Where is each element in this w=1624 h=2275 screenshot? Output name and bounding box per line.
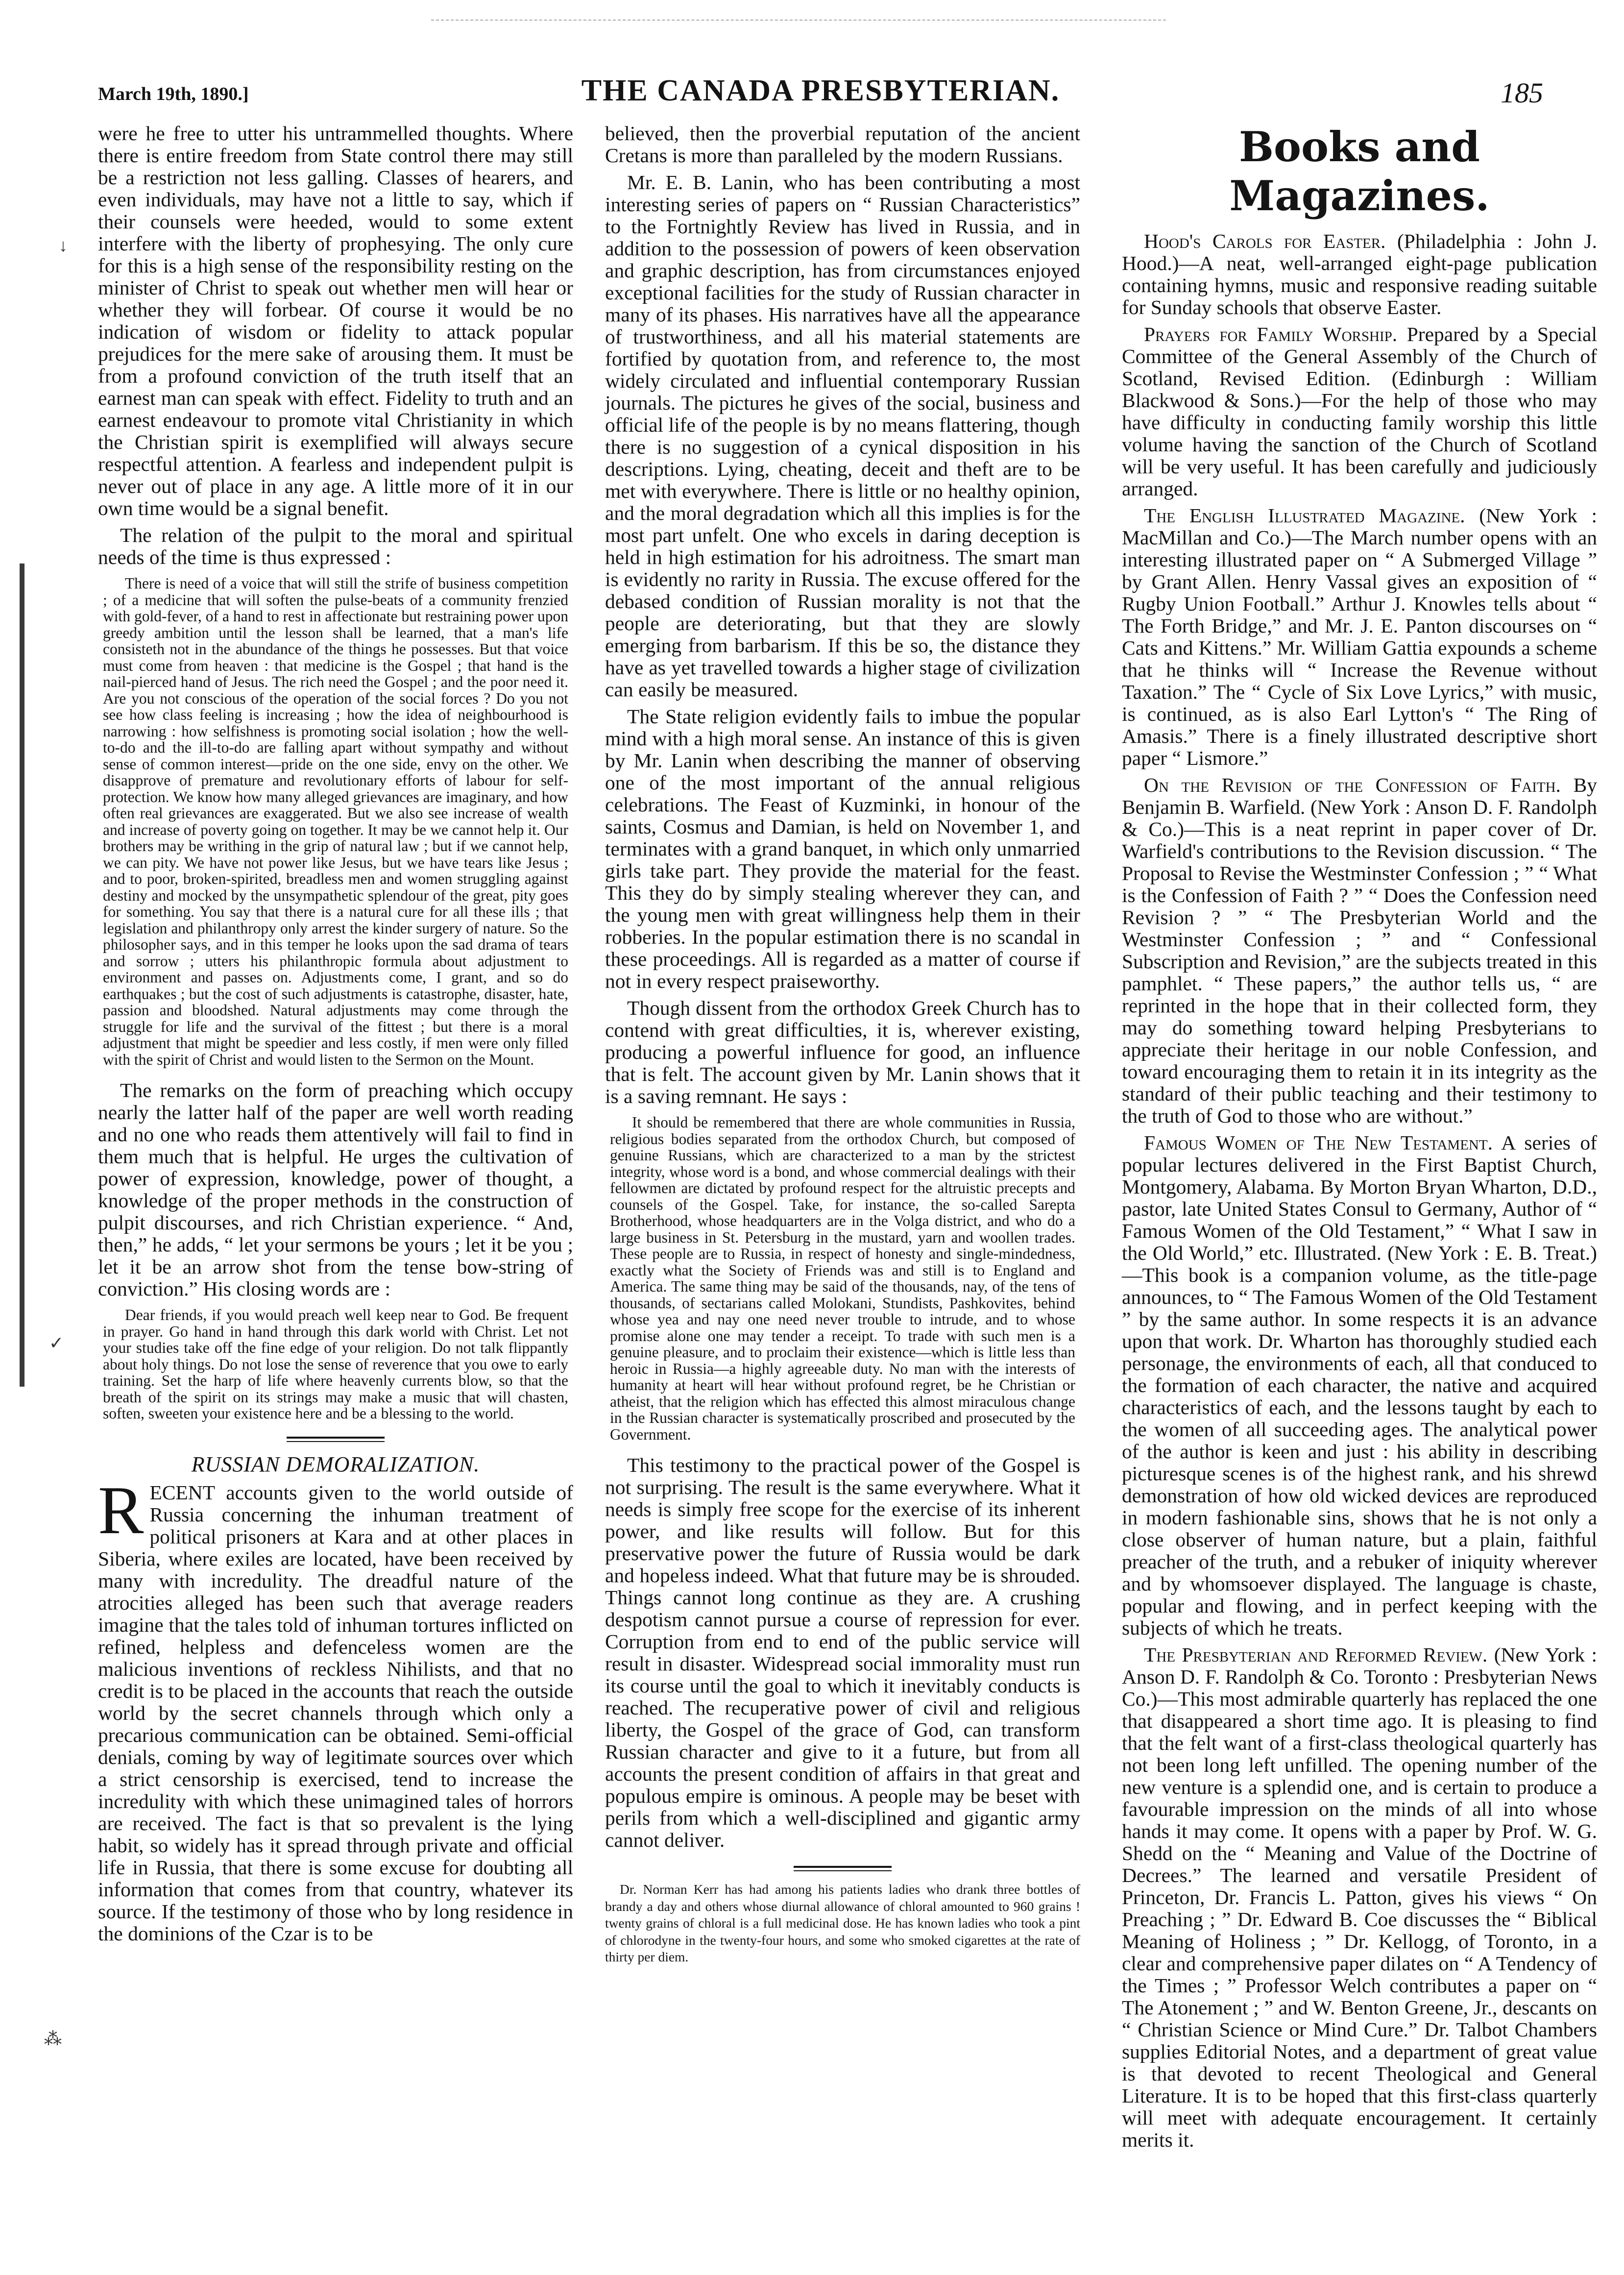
review-text: A series of popular lectures delivered in the First Baptist Church, Montgomery, Alabama. By Morton Bryan Wharton, D.D., pastor, late United States Consul to Germany, Author of “ Famous Women of the Old Testament,” “ What I saw in the Old World,” etc. Illustrated. (New York : E. B. Treat.)—This book is a companion volume, as the title-page announces, to “ The Famous Women of the Old Testament ” by the same author. In some respects it is an advance upon that work. Dr. Wharton has thoroughly studied each personage, the environments of each, all that conduced to the formation of each character, the native and acquired characteristics of each, and the lessons taught by each to the women of all succeeding ages. The analytical power of the author is keen and just : his ability in describing picturesque scenes is of the highest rank, and his shrewd demonstration of how old wicked devices are reproduced in modern fashionable sins, shows that he is not only a close observer of human nature, but a plain, faithful preacher of the truth, and a rebuker of iniquity wherever and by whomsoever displayed. The language is chaste, popular and flowing, and in perfect keeping with the subjects of which he treats. [1122, 1131, 1597, 1639]
review-item [1122, 1644, 1597, 2151]
paragraph-with-dropcap [98, 1472, 573, 1945]
paragraph: were he free to utter his untrammelled thoughts. Where there is entire freedom from State control there may still be a restriction not less galling. Classes of hearers, and even individuals, may have not a little to say, which if their counsels were heeded, would to some extent interfere with the liberty of prophesying. The only cure for this is a high sense of the responsibility resting on the minister of Christ to speak out whether men will hear or whether they will forbear. Of course it would be no indication of wisdom or fidelity to attack popular prejudices for the mere sake of arousing them. It must be from a profound conviction of the truth itself that an earnest man can speak with effect. Fidelity to truth and an earnest endeavour to promote vital Christianity in which the Christian spirit is exemplified will always secure respectful attention. A fearless and independent pulpit is never out of place in any age. A little more of it in our own time would be a signal benefit. [98, 122, 573, 519]
column-middle [605, 122, 1080, 1966]
review-text: (Philadelphia : John J. Hood.)—A neat, well-arranged eight-page publication containing hymns, music and responsive reading suitable for Sunday schools that observe Easter. [1122, 230, 1598, 318]
top-edge-rule [431, 20, 1166, 21]
issue-date: March 19th, 1890.] [98, 84, 249, 104]
paragraph-text: ECENT accounts given to the world outside of Russia concerning the inhuman treatment of political prisoners at Kara and at other places in Siberia, where exiles are located, have been received by many with incredulity. The dreadful nature of the atrocities alleged has been such that average readers imagine that the tales told of inhuman tortures inflicted on refined, helpless and defenceless women are the malicious inventions of reckless Nihilists, and that no credit is to be placed in the accounts that reach the outside world by the secret channels through which only a precarious communication can be obtained. Semi-official denials, coming by way of legitimate sources over which a strict censorship is exercised, tend to increase the incredulity with which these unimagined tales of horrors are received. The fact is that so prevalent is the lying habit, so widely has it spread through private and official life in Russia, that there is some excuse for doubting all information that comes from that country, whatever its source. If the testimony of those who by long residence in the dominions of the Czar is to be [98, 1481, 573, 1945]
paragraph: Though dissent from the orthodox Greek Church has to contend with great difficulties, it is, wherever existing, producing a powerful influence for good, an influence that is felt. The account given by Mr. Lanin shows that it is a saving remnant. He says : [605, 997, 1080, 1107]
review-title: On the Revision of the Confession of Faith. [1144, 774, 1561, 796]
review-item [1122, 323, 1597, 500]
page-header [98, 73, 1543, 118]
paragraph: This testimony to the practical power of the Gospel is not surprising. The result is the same everywhere. What it needs is simply free scope for the exercise of its inherent power, and like results will follow. But for this preservative power the future of Russia would be dark and hopeless indeed. What that future may be is shrouded. Things cannot long continue as they are. A crushing despotism cannot pursue a course of repression for ever. Corruption from end to end of the public service will result in disaster. Widespread social immorality must run its course until the goal to which it inevitably conducts is reached. The recuperative power of civil and religious liberty, the Gospel of the grace of God, can transform Russian character and give to it a future, but from all accounts the present condition of affairs in that great and populous empire is ominous. A people may be beset with perils from which a well-disciplined and gigantic army cannot deliver. [605, 1454, 1080, 1851]
block-quote: It should be remembered that there are whole communities in Russia, religious bodies separated from the orthodox Church, but composed of genuine Russians, which are characterized to a man by the strictest integrity, whose word is a bond, and whose commercial dealings with their fellowmen are dictated by profound respect for the altruistic precepts and counsels of the Gospel. Take, for instance, the so-called Sarepta Brotherhood, whose headquarters are in the Volga district, and who do a large business in St. Petersburg in the mustard, yarn and woollen trades. These people are to Russia, in respect of honesty and single-mindedness, exactly what the Society of Friends was and still is to England and America. The same thing may be said of the thousands, nay, of the tens of thousands, of sectarians called Molokani, Stundists, Pashkovites, behind whose yea and nay one need never trouble to intrude, and to whose promise alone one may tender a receipt. To trade with such men is a genuine pleasure, and to proclaim their existence—which is little less than heroic in Russia—a highly agreeable duty. No man with the interests of humanity at heart will hear without profound regret, be he Christian or atheist, that the religion which has effected this almost miraculous change in the Russian character is systematically proscribed and prosecuted by the Government. [610, 1114, 1075, 1443]
review-text: (New York : MacMillan and Co.)—The March number opens with an interesting illustrated paper on “ A Submerged Village ” by Grant Allen. Henry Vassal gives an exposition of “ Rugby Union Football.” Arthur J. Knowles tells about “ The Forth Bridge,” and Mr. J. E. Panton discourses on “ Cats and Kittens.” Mr. William Gattia expounds a scheme that he thinks will “ Increase the Revenue without Taxation.” The “ Cycle of Six Love Lyrics,” with music, is continued, as is also Earl Lytton's “ The Ring of Amasis.” There is a finely illustrated descriptive short paper “ Lismore.” [1122, 504, 1598, 769]
review-item [1122, 774, 1597, 1127]
review-text: Prepared by a Special Committee of the General Assembly of the Church of Scotland, Revised Edition. (Edinburgh : William Blackwood & Sons.)—For the help of those who may have difficulty in conducting family worship this little volume having the sanction of the Church of Scotland will be very useful. It has been carefully and judiciously arranged. [1122, 323, 1597, 500]
review-item [1122, 505, 1597, 769]
paragraph: The relation of the pulpit to the moral and spiritual needs of the time is thus expressed : [98, 524, 573, 568]
review-text: By Benjamin B. Warfield. (New York : Anson D. F. Randolph & Co.)—This is a neat reprint in paper cover of Dr. Warfield's contributions to the Revision discussion. “ The Proposal to Revise the Westminster Confession ; ” “ What is the Confession of Faith ? ” “ Does the Confession need Revision ? ” “ The Presbyterian World and the Westminster Confession ; ” and “ Confessional Subscription and Revision,” are the subjects treated in this pamphlet. “ These papers,” the author tells us, “ are reprinted in the hope that in their collected form, they may do something toward helping Presbyterians to appreciate their heritage in our noble Confession, and toward encouraging them to retain it in its integrity as the standard of their public teaching and their testimony to the truth of God to those who are without.” [1122, 774, 1598, 1127]
paragraph: The remarks on the form of preaching which occupy nearly the latter half of the paper are well worth reading and no one who reads them attentively will fail to find in them much that is helpful. He urges the cultivation of power of expression, knowledge, power of thought, a knowledge of the proper methods in the construction of pulpit discourses, and rich Christian experience. “ And, then,” he adds, “ let your sermons be yours ; let it be you ; let it be an arrow shot from the tense bow-string of conviction.” His closing words are : [98, 1079, 573, 1300]
review-item [1122, 1132, 1597, 1639]
review-title: Hood's Carols for Easter. [1144, 230, 1386, 252]
margin-mark: ↓ [59, 236, 68, 255]
paragraph: The State religion evidently fails to imbue the popular mind with a high moral sense. An instance of this is given by Mr. Lanin when describing the manner of observing one of the most important of the annual religious celebrations. The Feast of Kuzminki, in honour of the saints, Cosmus and Damian, is held on November 1, and terminates with a grand banquet, in which only unmarried girls take part. They provide the material for the feast. This they do by simply stealing wherever they can, and the young men with great willingness help them in their robberies. In the popular estimation there is no scandal in these proceedings. All is regarded as a matter of course if not in every respect praiseworthy. [605, 705, 1080, 992]
section-divider [794, 1866, 892, 1871]
review-text: (New York : Anson D. F. Randolph & Co. Toronto : Presbyterian News Co.)—This most admirable quarterly has replaced the one that disappeared a short time ago. It is pleasing to find that the felt want of a first-class theological quarterly has not been long left unfilled. The opening number of the new venture is a splendid one, and is certain to produce a favourable impression on the minds of all into whose hands it may come. It opens with a paper by Prof. W. G. Shedd on the “ Meaning and Value of the Doctrine of Decrees.” The learned and versatile President of Princeton, Dr. Francis L. Patton, gives his views “ On Preaching ; ” Dr. Edward B. Coe discusses the “ Biblical Meaning of Holiness ; ” Dr. Kellogg, of Toronto, in a clear and comprehensive paper dilates on “ A Tendency of the Times ; ” Professor Welch contributes a paper on “ The Atonement ; ” and W. Benton Greene, Jr., descants on “ Christian Science or Mind Cure.” Dr. Talbot Chambers supplies Editorial Notes, and a department of great value is that devoted to recent Theological and General Literature. It is to be hoped that this first-class quarterly will meet with adequate encouragement. It certainly merits it. [1122, 1643, 1597, 2151]
review-title: Prayers for Family Worship. [1144, 323, 1398, 345]
margin-marker-bar [20, 563, 24, 1387]
section-divider [287, 1437, 385, 1442]
section-heading: Books and Magazines. [1229, 122, 1490, 220]
paragraph: believed, then the proverbial reputation of the ancient Cretans is more than paralleled by the modern Russians. [605, 122, 1080, 167]
review-title: Famous Women of The New Testament. [1144, 1131, 1493, 1154]
article-title: RUSSIAN DEMORALIZATION. [191, 1452, 480, 1476]
review-title: The English Illustrated Magazine. [1144, 504, 1465, 527]
review-item [1122, 230, 1597, 318]
column-left [98, 122, 573, 1950]
block-quote: There is need of a voice that will still the strife of business competition ; of a medicine that will soften the pulse-beats of a community frenzied with gold-fever, of a hand to rest in affectionate but restraining power upon greedy ambition until the lesson shall be learned, that a man's life consisteth not in the abundance of the things he possesses. But that voice must come from heaven : that medicine is the Gospel ; that hand is the nail-pierced hand of Jesus. The rich need the Gospel ; and the poor need it. Are you not conscious of the operation of the social forces ? Do you not see how class feeling is increasing ; how the idea of neighbourhood is narrowing : how selfishness is promoting social isolation ; how the well-to-do and the ill-to-do are falling apart without sympathy and without sense of common interest—pride on the one side, envy on the other. We disapprove of premature and revolutionary efforts of labour for self-protection. We know how many alleged grievances are imaginary, and how often real grievances are exaggerated. But we also see increase of wealth and increase of poverty going on together. It may be we cannot help it. Our brothers may be writhing in the grip of natural law ; but if we cannot help, we can pity. We have not power like Jesus, but we have tears like Jesus ; and to poor, broken-spirited, breadless men and women struggling against destiny and mocked by the unsympathetic splendour of the great, pity goes for something. You say that there is a natural cure for all these ills ; that legislation and philanthropy only arrest the kinder surgery of nature. So the philosopher says, and in this temper he looks upon the sad drama of tears and sorrow ; utters his philanthropic formula about adjustment to environment and passes on. Adjustments come, I grant, and so do earthquakes ; but the cost of such adjustments is catastrophe, disaster, hate, passion and bloodshed. Natural adjustments may come through the struggle for life and the survival of the fittest ; but there is a moral adjustment that might be speedier and less costly, if men were only filled with the spirit of Christ and would listen to the Sermon on the Mount. [103, 575, 568, 1068]
margin-mark: ✓ [49, 1333, 64, 1353]
news-note: Dr. Norman Kerr has had among his patients ladies who drank three bottles of brandy a day and others whose diurnal allowance of chloral amounted to 960 grains ! twenty grains of chloral is a full medicinal dose. He has known ladies who took a pint of chlorodyne in the twenty-four hours, and some who smoked cigarettes at the rate of thirty per diem. [605, 1882, 1080, 1964]
page-number: 185 [1501, 77, 1543, 109]
column-right [1122, 122, 1597, 2156]
publication-title: THE CANADA PRESBYTERIAN. [581, 74, 1060, 107]
drop-cap: R [98, 1472, 144, 1548]
block-quote: Dear friends, if you would preach well keep near to God. Be frequent in prayer. Go hand in hand through this dark world with Christ. Let not your studies take off the fine edge of your religion. Do not talk flippantly about holy things. Do not lose the sense of reverence that you owe to early training. Set the harp of life where heavenly currents blow, so that the breath of the spirit on its strings may make a music that will chasten, soften, sweeten your existence here and be a blessing to the world. [103, 1306, 568, 1422]
margin-mark: ⁂ [44, 2029, 62, 2049]
review-title: The Presbyterian and Reformed Review. [1144, 1643, 1488, 1666]
paragraph: Mr. E. B. Lanin, who has been contributing a most interesting series of papers on “ Russian Characteristics” to the Fortnightly Review has lived in Russia, and in addition to the possession of powers of keen observation and graphic description, has from circumstances enjoyed exceptional facilities for the study of Russian character in many of its phases. His narratives have all the appearance of trustworthiness, and all his material statements are fortified by quotation from, and reference to, the most widely circulated and influential contemporary Russian journals. The pictures he gives of the social, business and official life of the people is by no means flattering, though there is no suggestion of a cynical disposition in his descriptions. Lying, cheating, deceit and theft are to be met with everywhere. There is little or no healthy opinion, and the moral degradation which all this implies is for the most part unfelt. One who excels in daring deception is held in high estimation for his adroitness. The smart man is evidently no rarity in Russia. The excuse offered for the debased condition of Russian morality is not that the people are deteriorating, but that they are slowly emerging from barbarism. If this be so, the distance they have as yet travelled towards a higher stage of civilization can easily be measured. [605, 171, 1080, 701]
